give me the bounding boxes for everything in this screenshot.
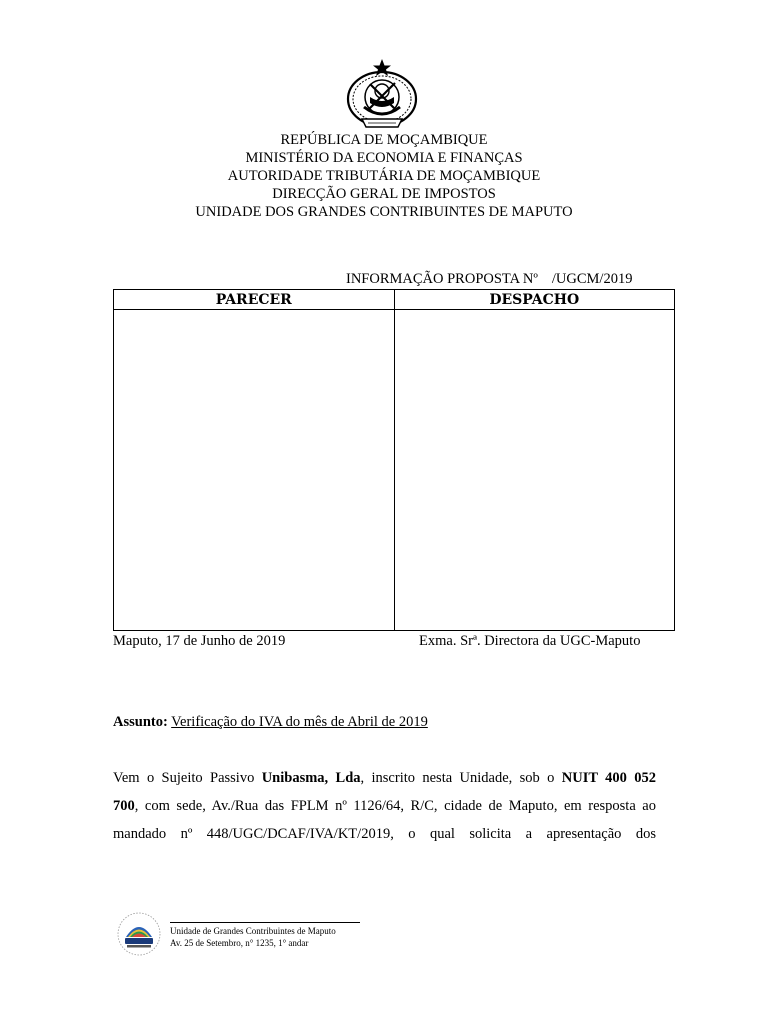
header-line-unit: UNIDADE DOS GRANDES CONTRIBUINTES DE MAPUTO: [195, 204, 573, 220]
info-proposal-prefix: INFORMAÇÃO PROPOSTA Nº: [346, 271, 538, 287]
header-line-authority: AUTORIDADE TRIBUTÁRIA DE MOÇAMBIQUE: [227, 168, 541, 184]
subject-text: Verificação do IVA do mês de Abril de 2019: [171, 714, 428, 730]
date-line: Maputo, 17 de Junho de 2019: [113, 633, 286, 649]
footer-address: [170, 925, 336, 949]
header-line-directorate: DIRECÇÃO GERAL DE IMPOSTOS: [272, 186, 496, 202]
mozambique-coat-of-arms-icon: [340, 57, 424, 135]
body-text-segment: , inscrito nesta Unidade, sob o: [360, 770, 562, 786]
subject-line: [113, 714, 428, 731]
body-paragraph: [113, 764, 656, 848]
parecer-cell[interactable]: [114, 310, 395, 631]
footer-line-address: Av. 25 de Setembro, n° 1235, 1° andar: [170, 938, 309, 948]
body-text-segment: , com sede, Av./Rua das FPLM nº 1126/64, R/C, cidade de Maputo, em resposta ao: [134, 798, 656, 814]
parecer-despacho-table: [113, 289, 675, 631]
column-header-parecer: PARECER: [114, 290, 395, 310]
footer-line-unit: Unidade de Grandes Contribuintes de Maputo: [170, 926, 336, 936]
info-proposal-title: [346, 271, 632, 288]
body-line-3: [113, 820, 656, 848]
body-line-1: [113, 764, 656, 792]
body-text-segment: Vem o Sujeito Passivo: [113, 770, 262, 786]
despacho-cell[interactable]: [394, 310, 675, 631]
document-header: [0, 131, 768, 221]
company-name: Unibasma, Lda: [261, 770, 361, 786]
body-text-segment: mandado nº 448/UGC/DCAF/IVA/KT/2019, o qual solicita a apresentação dos: [113, 826, 656, 842]
footer-divider: [170, 922, 360, 923]
ugc-logo-icon: [116, 911, 162, 957]
nuit-number-part1: NUIT 400 052: [561, 770, 656, 786]
header-line-ministry: MINISTÉRIO DA ECONOMIA E FINANÇAS: [245, 150, 523, 166]
body-line-2: [113, 792, 656, 820]
column-header-despacho: DESPACHO: [394, 290, 675, 310]
header-line-republic: REPÚBLICA DE MOÇAMBIQUE: [280, 132, 488, 148]
info-proposal-suffix: /UGCM/2019: [551, 271, 633, 287]
addressee-line: Exma. Srª. Directora da UGC-Maputo: [419, 633, 641, 649]
subject-label: Assunto:: [113, 714, 168, 730]
nuit-number-part2: 700: [113, 798, 135, 814]
